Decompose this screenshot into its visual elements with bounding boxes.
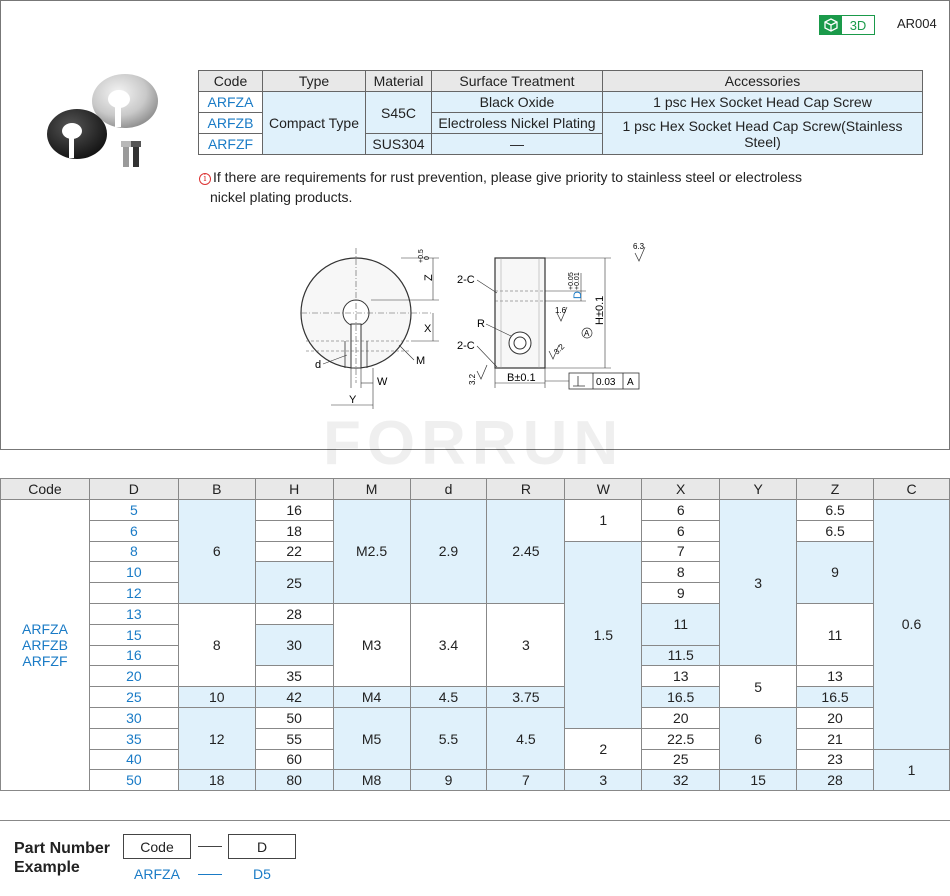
d-value[interactable]: 30 [89, 707, 178, 728]
m-value: M8 [333, 770, 410, 791]
z-value: 6.5 [797, 520, 874, 541]
w-value: 1.5 [565, 541, 642, 728]
pn-d-value[interactable]: D5 [253, 866, 271, 882]
w-value: 1 [565, 500, 642, 542]
d-value[interactable]: 40 [89, 749, 178, 770]
header-accessories: Accessories [603, 71, 923, 92]
cube-icon [820, 16, 842, 34]
x-value: 9 [642, 583, 720, 604]
product-code: AR004 [897, 16, 937, 31]
col-d-small: d [410, 479, 487, 500]
dim-z-tol-top: +0.5 [418, 249, 425, 263]
h-value: 28 [255, 603, 333, 624]
z-value: 21 [797, 728, 874, 749]
h-value: 22 [255, 541, 333, 562]
part-number-title-line2: Example [14, 859, 80, 876]
z-value: 28 [797, 770, 874, 791]
pn-d-box: D [228, 834, 296, 859]
m-value: M4 [333, 687, 410, 708]
dim-chamfer-2: 2-C [457, 340, 475, 352]
pn-value-separator [198, 874, 222, 875]
surface-nickel: Electroless Nickel Plating [432, 113, 603, 134]
d-value[interactable]: 10 [89, 562, 178, 583]
w-value: 2 [565, 728, 642, 770]
x-value: 6 [642, 520, 720, 541]
x-value: 16.5 [642, 687, 720, 708]
dim-z: Z [423, 274, 435, 281]
pn-code-value[interactable]: ARFZA [134, 866, 180, 882]
technical-drawing [281, 233, 661, 413]
c-value: 1 [874, 749, 950, 791]
part-number-title-line1: Part Number [14, 840, 111, 857]
h-value: 55 [255, 728, 333, 749]
x-value: 7 [642, 541, 720, 562]
x-value: 11.5 [642, 645, 720, 666]
dim-d-tol-bot: +0.01 [574, 272, 581, 290]
z-value: 11 [797, 603, 874, 665]
r-value: 3 [487, 603, 565, 686]
z-value: 9 [797, 541, 874, 603]
accessory-2: 1 psc Hex Socket Head Cap Screw(Stainless Steel) [603, 113, 923, 155]
d-hole-value: 5.5 [410, 707, 487, 769]
3d-label: 3D [849, 17, 867, 33]
r-value: 2.45 [487, 500, 565, 604]
surface-none: — [432, 134, 603, 155]
y-value: 3 [720, 500, 797, 666]
type-cell: Compact Type [263, 92, 366, 155]
d-value[interactable]: 50 [89, 770, 178, 791]
rough-1: 1.6 [555, 306, 567, 315]
z-value: 13 [797, 666, 874, 687]
col-h: H [255, 479, 333, 500]
h-value: 42 [255, 687, 333, 708]
code-group-arfzf[interactable]: ARFZF [22, 653, 68, 670]
3d-model-button[interactable] [819, 15, 875, 35]
h-value: 30 [255, 624, 333, 666]
d-hole-value: 2.9 [410, 500, 487, 604]
dimension-table [0, 478, 950, 791]
b-value: 18 [178, 770, 255, 791]
dim-y: Y [349, 394, 357, 406]
b-value: 6 [178, 500, 255, 604]
rough-2: 3.2 [552, 342, 567, 357]
col-c: C [874, 479, 950, 500]
rust-note [199, 167, 839, 207]
pn-code-box: Code [123, 834, 191, 859]
r-value: 7 [487, 770, 565, 791]
z-value: 16.5 [797, 687, 874, 708]
x-value: 6 [642, 500, 720, 521]
product-photo [41, 69, 191, 174]
dim-w: W [377, 376, 388, 388]
x-value: 11 [642, 603, 720, 645]
d-value[interactable]: 13 [89, 603, 178, 624]
rough-3: 3.2 [468, 373, 477, 385]
datum-a: A [584, 329, 590, 338]
z-value: 6.5 [797, 500, 874, 521]
code-arfzf[interactable]: ARFZF [199, 134, 263, 155]
d-value[interactable]: 8 [89, 541, 178, 562]
tol-value: 0.03 [596, 377, 616, 388]
dim-chamfer-1: 2-C [457, 274, 475, 286]
d-value[interactable]: 15 [89, 624, 178, 645]
note-line-2: nickel plating products. [210, 189, 353, 205]
dim-d-tol-top: +0.05 [568, 272, 575, 290]
header-material: Material [366, 71, 432, 92]
code-arfza[interactable]: ARFZA [199, 92, 263, 113]
dim-d: d [315, 359, 322, 371]
accessory-1: 1 psc Hex Socket Head Cap Screw [603, 92, 923, 113]
w-value: 3 [565, 770, 642, 791]
d-hole-value: 3.4 [410, 603, 487, 686]
dim-z-tol-bot: 0 [424, 256, 431, 260]
dim-d-bore: D [572, 291, 584, 299]
dim-h: H±0.1 [594, 295, 606, 325]
pn-separator [198, 846, 222, 847]
spec-table [198, 70, 923, 155]
col-d: D [89, 479, 178, 500]
y-value: 15 [720, 770, 797, 791]
h-value: 35 [255, 666, 333, 687]
note-line-1: If there are requirements for rust prevention, please give priority to stainless steel or electroless [213, 169, 803, 185]
b-value: 8 [178, 603, 255, 686]
r-value: 3.75 [487, 687, 565, 708]
d-hole-value: 9 [410, 770, 487, 791]
col-x: X [642, 479, 720, 500]
d-value[interactable]: 12 [89, 583, 178, 604]
code-arfzb[interactable]: ARFZB [199, 113, 263, 134]
y-value: 5 [720, 666, 797, 708]
d-value[interactable]: 35 [89, 728, 178, 749]
x-value: 20 [642, 707, 720, 728]
d-value[interactable]: 5 [89, 500, 178, 521]
col-r: R [487, 479, 565, 500]
dim-x: X [424, 323, 432, 335]
m-value: M3 [333, 603, 410, 686]
d-value[interactable]: 6 [89, 520, 178, 541]
x-value: 22.5 [642, 728, 720, 749]
code-group-arfzb[interactable]: ARFZB [22, 637, 68, 654]
x-value: 13 [642, 666, 720, 687]
c-value: 0.6 [874, 500, 950, 750]
col-w: W [565, 479, 642, 500]
b-value: 10 [178, 687, 255, 708]
col-z: Z [797, 479, 874, 500]
col-y: Y [720, 479, 797, 500]
d-value[interactable]: 25 [89, 687, 178, 708]
dim-m: M [416, 355, 426, 367]
h-value: 18 [255, 520, 333, 541]
y-value: 6 [720, 707, 797, 769]
dim-b: B±0.1 [507, 372, 536, 384]
x-value: 8 [642, 562, 720, 583]
col-b: B [178, 479, 255, 500]
info-icon: i [199, 173, 211, 185]
material-s45c: S45C [366, 92, 432, 134]
rough-top: 6.3 [633, 242, 645, 251]
r-value: 4.5 [487, 707, 565, 769]
x-value: 32 [642, 770, 720, 791]
code-group-arfza[interactable]: ARFZA [22, 621, 68, 638]
material-sus304: SUS304 [366, 134, 432, 155]
h-value: 60 [255, 749, 333, 770]
part-number-example [0, 820, 950, 896]
header-type: Type [263, 71, 366, 92]
z-value: 23 [797, 749, 874, 770]
code-group-cell [1, 500, 90, 791]
d-value[interactable]: 20 [89, 666, 178, 687]
dim-r: R [477, 318, 485, 330]
b-value: 12 [178, 707, 255, 769]
m-value: M2.5 [333, 500, 410, 604]
h-value: 16 [255, 500, 333, 521]
col-m: M [333, 479, 410, 500]
m-value: M5 [333, 707, 410, 769]
h-value: 80 [255, 770, 333, 791]
tol-ref: A [627, 377, 634, 388]
brand-watermark: FORRUN [323, 409, 625, 478]
surface-black-oxide: Black Oxide [432, 92, 603, 113]
h-value: 50 [255, 707, 333, 728]
d-hole-value: 4.5 [410, 687, 487, 708]
h-value: 25 [255, 562, 333, 604]
x-value: 25 [642, 749, 720, 770]
header-code: Code [199, 71, 263, 92]
col-code: Code [1, 479, 90, 500]
part-number-title [14, 839, 110, 877]
z-value: 20 [797, 707, 874, 728]
d-value[interactable]: 16 [89, 645, 178, 666]
header-surface: Surface Treatment [432, 71, 603, 92]
